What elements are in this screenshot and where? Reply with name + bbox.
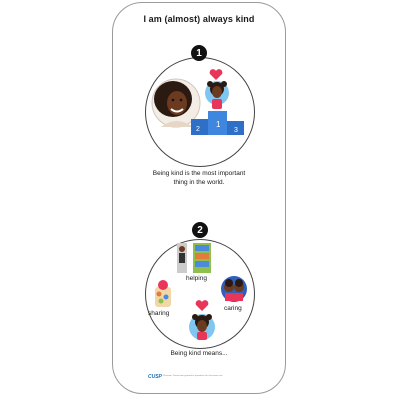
step-1-caption xyxy=(113,169,285,187)
helping-label: helping xyxy=(186,275,207,282)
publisher-logo: CUSP xyxy=(148,374,162,380)
step-2-badge: 2 xyxy=(192,222,208,238)
caring-icon xyxy=(219,275,249,303)
svg-text:3: 3 xyxy=(234,127,238,134)
bookmark-card xyxy=(112,2,286,394)
card-title: I am (almost) always kind xyxy=(143,14,255,24)
step-2-caption: Being kind means... xyxy=(170,350,228,357)
sharing-label: sharing xyxy=(148,310,170,317)
helping-icon xyxy=(177,241,217,275)
podium-icon xyxy=(191,109,245,135)
step-1-badge: 1 xyxy=(191,45,207,61)
step-1-caption-line2: thing in the world. xyxy=(173,179,225,186)
girl-on-podium-icon xyxy=(201,79,233,113)
svg-text:2: 2 xyxy=(196,126,200,133)
sharing-icon xyxy=(151,279,175,309)
svg-text:1: 1 xyxy=(216,120,221,129)
girl-heart-icon xyxy=(185,301,219,341)
step-1-caption-line1: Being kind is the most important xyxy=(152,170,246,177)
footer-fine-print: © Plazoom. Permission granted to reproduce for classroom use. xyxy=(161,375,224,377)
caring-label: caring xyxy=(224,305,242,312)
